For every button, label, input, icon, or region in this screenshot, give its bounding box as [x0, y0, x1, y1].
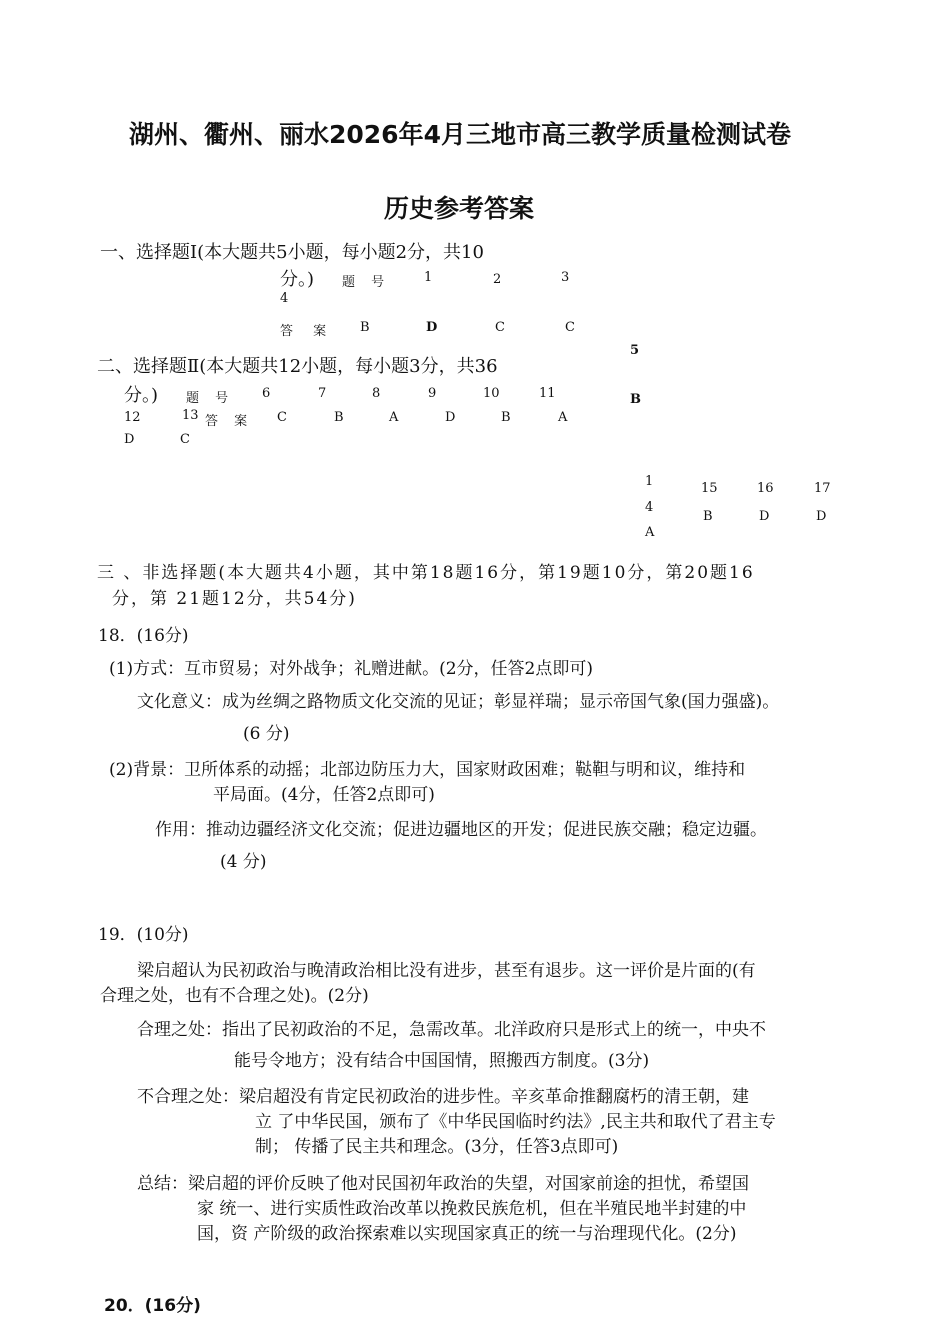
- q19-unreasonable-cont1: 立 了中华民国，颁布了《中华民国临时约法》,民主共和取代了君主专: [255, 1112, 776, 1132]
- q18-part1-score: (6 分): [243, 724, 290, 744]
- q19-intro-line1: 梁启超认为民初政治与晚清政治相比没有进步，甚至有退步。这一评价是片面的(有: [137, 961, 756, 981]
- s2-qnum-16: 16: [757, 481, 774, 496]
- s2-ans-6: C: [277, 410, 287, 425]
- s2-ans-10: B: [501, 410, 511, 425]
- s2-qnum-13: 13: [182, 408, 199, 423]
- s1-qnum-5: 5: [630, 343, 640, 358]
- section3-heading: 三 、非选择题(本大题共4小题，其中第18题16分，第19题10分，第20题16: [97, 563, 755, 583]
- s2-ans-13: C: [180, 432, 190, 447]
- section2-heading: 二、选择题Ⅱ(本大题共12小题，每小题3分，共36: [97, 356, 498, 377]
- s2-qnum-10: 10: [483, 386, 500, 401]
- s1-ans-3: C: [495, 320, 505, 335]
- s2-qnum-7: 7: [318, 386, 327, 401]
- section1-heading-cont: 分。): [280, 269, 315, 290]
- q18-part2: (2)背景：卫所体系的动摇；北部边防压力大，国家财政困难；鞑靼与明和议，维持和: [109, 760, 746, 780]
- s2-qnum-15: 15: [701, 481, 718, 496]
- q18-part1-significance: 文化意义：成为丝绸之路物质文化交流的见证；彰显祥瑞；显示帝国气象(国力强盛)。: [137, 692, 780, 712]
- section1-qnum-label: 题 号: [342, 275, 391, 290]
- q20-heading: 20．(16分): [104, 1296, 201, 1316]
- section2-qnum-label: 题 号: [186, 391, 235, 406]
- section2-heading-cont: 分。): [124, 385, 159, 406]
- s1-qnum-3: 3: [561, 270, 570, 285]
- s1-qnum-1: 1: [424, 270, 433, 285]
- q19-reasonable: 合理之处：指出了民初政治的不足，急需改革。北洋政府只是形式上的统一，中央不: [137, 1020, 766, 1040]
- section3-heading-cont: 分，第 21题12分，共54分): [112, 589, 357, 609]
- q18-part1: (1)方式：互市贸易；对外战争；礼赠进献。(2分，任答2点即可): [109, 659, 593, 679]
- q18-part2-effect: 作用：推动边疆经济文化交流；促进边疆地区的开发；促进民族交融；稳定边疆。: [155, 820, 767, 840]
- q19-summary-line3: 国，资 产阶级的政治探索难以实现国家真正的统一与治理现代化。(2分): [197, 1224, 737, 1244]
- s2-qnum-8: 8: [372, 386, 381, 401]
- s2-ans-7: B: [334, 410, 344, 425]
- section1-heading: 一、选择题Ⅰ(本大题共5小题，每小题2分，共10: [100, 242, 484, 263]
- s1-ans-4: C: [565, 320, 575, 335]
- section2-answer-label: 答 案: [205, 414, 254, 429]
- q18-heading: 18．(16分): [98, 626, 189, 646]
- s2-qnum-11: 11: [539, 386, 556, 401]
- s2-qnum-9: 9: [428, 386, 437, 401]
- s2-ans-9: D: [445, 410, 456, 425]
- s2-qnum-12: 12: [124, 410, 141, 425]
- s1-ans-5: B: [630, 392, 641, 407]
- q18-part2-score: (4 分): [220, 852, 267, 872]
- s2-ans-8: A: [389, 410, 399, 425]
- q19-summary-line2: 家 统一、进行实质性政治改革以挽救民族危机，但在半殖民地半封建的中: [197, 1199, 747, 1219]
- s2-ans-14: A: [645, 525, 655, 540]
- q18-part2-cont: 平局面。(4分，任答2点即可): [213, 785, 435, 805]
- q19-heading: 19．(10分): [98, 925, 189, 945]
- s2-qnum-14: 14: [645, 474, 654, 515]
- q19-unreasonable-cont2: 制； 传播了民主共和理念。(3分，任答3点即可): [255, 1137, 619, 1157]
- section1-answer-label: 答 案: [280, 324, 335, 339]
- s2-ans-16: D: [759, 509, 770, 524]
- q19-summary-line1: 总结：梁启超的评价反映了他对民国初年政治的失望，对国家前途的担忧，希望国: [137, 1174, 749, 1194]
- s2-ans-15: B: [703, 509, 713, 524]
- s1-qnum-2: 2: [493, 272, 502, 287]
- page-subtitle: 历史参考答案: [384, 194, 535, 223]
- s1-ans-1: B: [360, 320, 370, 335]
- s2-ans-11: A: [558, 410, 568, 425]
- s2-ans-17: D: [816, 509, 827, 524]
- s2-qnum-17: 17: [814, 481, 831, 496]
- q19-intro-line2: 合理之处，也有不合理之处)。(2分): [100, 986, 369, 1006]
- q19-reasonable-cont: 能号令地方；没有结合中国国情，照搬西方制度。(3分): [234, 1051, 650, 1071]
- s1-ans-2: D: [426, 320, 438, 335]
- q19-unreasonable: 不合理之处：梁启超没有肯定民初政治的进步性。辛亥革命推翻腐朽的清王朝，建: [137, 1087, 749, 1107]
- s2-qnum-6: 6: [262, 386, 271, 401]
- s2-ans-12: D: [124, 432, 135, 447]
- s1-qnum-4: 4: [280, 291, 289, 306]
- page-title: 湖州、衢州、丽水2026年4月三地市高三教学质量检测试卷: [129, 120, 791, 149]
